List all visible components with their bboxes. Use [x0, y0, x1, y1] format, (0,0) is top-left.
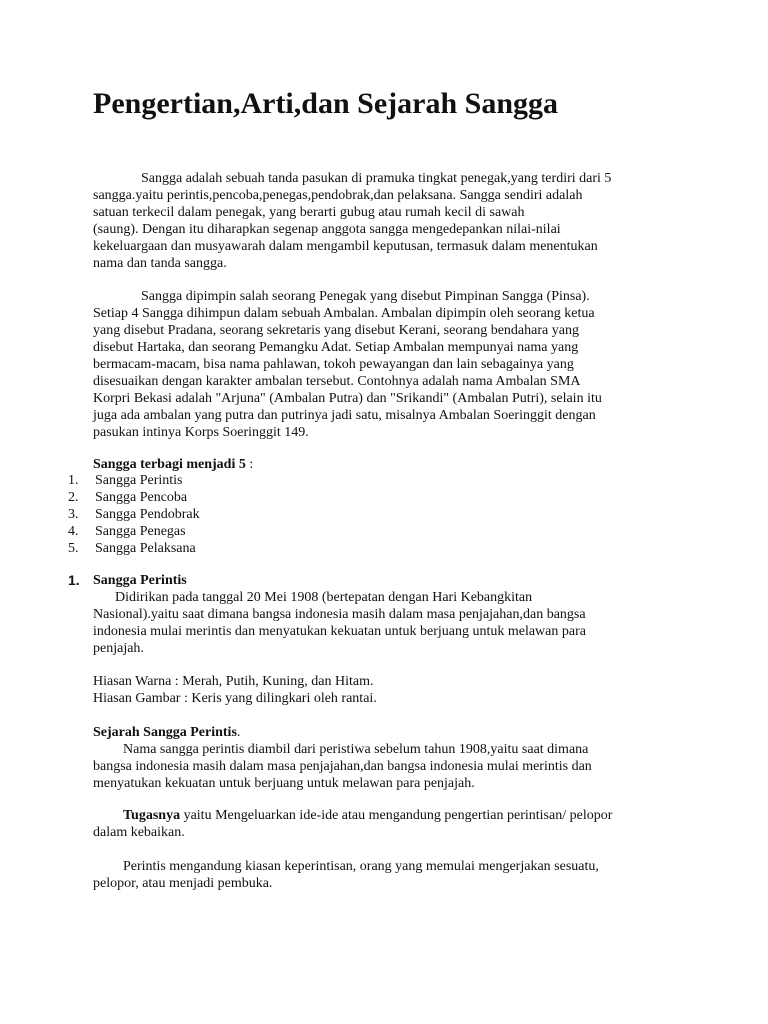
text-line: Nasional).yaitu saat dimana bangsa indonesia masih dalam masa penjajahan,dan bangsa	[93, 607, 586, 622]
text-line: Setiap 4 Sangga dihimpun dalam sebuah Ambalan. Ambalan dipimpin oleh seorang ketua	[93, 306, 595, 321]
text-line: indonesia mulai merintis dan menyatukan kekuatan untuk berjuang untuk melawan para	[93, 624, 586, 639]
list-label: Sangga Pelaksana	[95, 541, 196, 556]
list-label: Sangga Pencoba	[95, 490, 188, 505]
text-line: nama dan tanda sangga.	[93, 256, 227, 271]
ambalan-paragraph	[93, 288, 683, 441]
list-item	[68, 489, 200, 506]
list-heading-colon: :	[245, 457, 254, 472]
text-line: Nama sangga perintis diambil dari peristiwa sebelum tahun 1908,yaitu saat dimana	[123, 742, 589, 757]
perintis-kiasan-paragraph	[93, 858, 683, 892]
list-heading	[93, 456, 683, 473]
hiasan-block	[93, 673, 683, 707]
text-line: pelopor, atau menjadi pembuka.	[93, 876, 273, 891]
text-line: menyatukan kekuatan untuk berjuang untuk melawan para penjajah.	[93, 776, 475, 791]
text-line: juga ada ambalan yang putra dan putrinya jadi satu, misalnya Ambalan Soeringgit dengan	[93, 408, 596, 423]
list-number: 2.	[68, 490, 79, 505]
text-line: (saung). Dengan itu diharapkan segenap anggota sangga mengedepankan nilai-nilai	[93, 222, 561, 237]
list-number: 4.	[68, 524, 79, 539]
list-number: 1.	[68, 473, 79, 488]
tugas-paragraph	[93, 807, 683, 841]
text-line: pasukan intinya Korps Soeringgit 149.	[93, 425, 309, 440]
text-line: Perintis mengandung kiasan keperintisan, orang yang memulai mengerjakan sesuatu,	[123, 859, 599, 874]
perintis-paragraph	[93, 589, 683, 657]
section-heading: Sangga Perintis	[93, 573, 187, 588]
list-number: 5.	[68, 541, 79, 556]
text-line: Sangga dipimpin salah seorang Penegak yang disebut Pimpinan Sangga (Pinsa).	[141, 289, 590, 304]
text-line: disebut Hartaka, dan seorang Pemangku Adat. Setiap Ambalan mempunyai nama yang	[93, 340, 579, 355]
text-line: Didirikan pada tanggal 20 Mei 1908 (bertepatan dengan Hari Kebangkitan	[115, 590, 533, 605]
list-number: 3.	[68, 507, 79, 522]
text-line: penjajah.	[93, 641, 144, 656]
text-line: dalam kebaikan.	[93, 825, 185, 840]
text-line: Sangga adalah sebuah tanda pasukan di pramuka tingkat penegak,yang terdiri dari 5	[141, 171, 612, 186]
sejarah-heading-dot: .	[236, 725, 241, 740]
list-label: Sangga Penegas	[95, 524, 186, 539]
text-line: yang disebut Pradana, seorang sekretaris yang disebut Kerani, seorang bendahara yang	[93, 323, 579, 338]
list-label: Sangga Pendobrak	[95, 507, 200, 522]
sejarah-heading	[93, 724, 683, 741]
tugas-label: Tugasnya	[123, 808, 181, 823]
section-number: 1.	[68, 572, 80, 588]
text-line: sangga.yaitu perintis,pencoba,penegas,pendobrak,dan pelaksana. Sangga sendiri adalah	[93, 188, 583, 203]
text-line: bangsa indonesia masih dalam masa penjajahan,dan bangsa indonesia mulai merintis dan	[93, 759, 592, 774]
text-line: kekeluargaan dan musyawarah dalam mengambil keputusan, termasuk dalam menentukan	[93, 239, 598, 254]
list-label: Sangga Perintis	[95, 473, 183, 488]
tugas-text: yaitu Mengeluarkan ide-ide atau mengandung pengertian perintisan/ pelopor	[180, 808, 613, 823]
sejarah-heading-text: Sejarah Sangga Perintis	[93, 725, 237, 740]
sejarah-paragraph	[93, 741, 683, 792]
list-item	[68, 523, 200, 540]
list-item	[68, 506, 200, 523]
list-item	[68, 472, 200, 489]
text-line: disesuaikan dengan karakter ambalan tersebut. Contohnya adalah nama Ambalan SMA	[93, 374, 581, 389]
hiasan-gambar: Hiasan Gambar : Keris yang dilingkari oleh rantai.	[93, 691, 377, 706]
text-line: Korpri Bekasi adalah "Arjuna" (Ambalan Putra) dan "Srikandi" (Ambalan Putri), selain itu	[93, 391, 602, 406]
page-title: Pengertian,Arti,dan Sejarah Sangga	[93, 87, 558, 120]
text-line: bermacam-macam, bisa nama pahlawan, tokoh pewayangan dan lain sebagainya yang	[93, 357, 574, 372]
intro-paragraph	[93, 170, 683, 272]
list-heading-text: Sangga terbagi menjadi 5	[93, 457, 246, 472]
hiasan-warna: Hiasan Warna : Merah, Putih, Kuning, dan Hitam.	[93, 674, 374, 689]
list-item	[68, 540, 200, 557]
text-line: satuan terkecil dalam penegak, yang berarti gubug atau rumah kecil di sawah	[93, 205, 525, 220]
sangga-list	[68, 472, 200, 557]
